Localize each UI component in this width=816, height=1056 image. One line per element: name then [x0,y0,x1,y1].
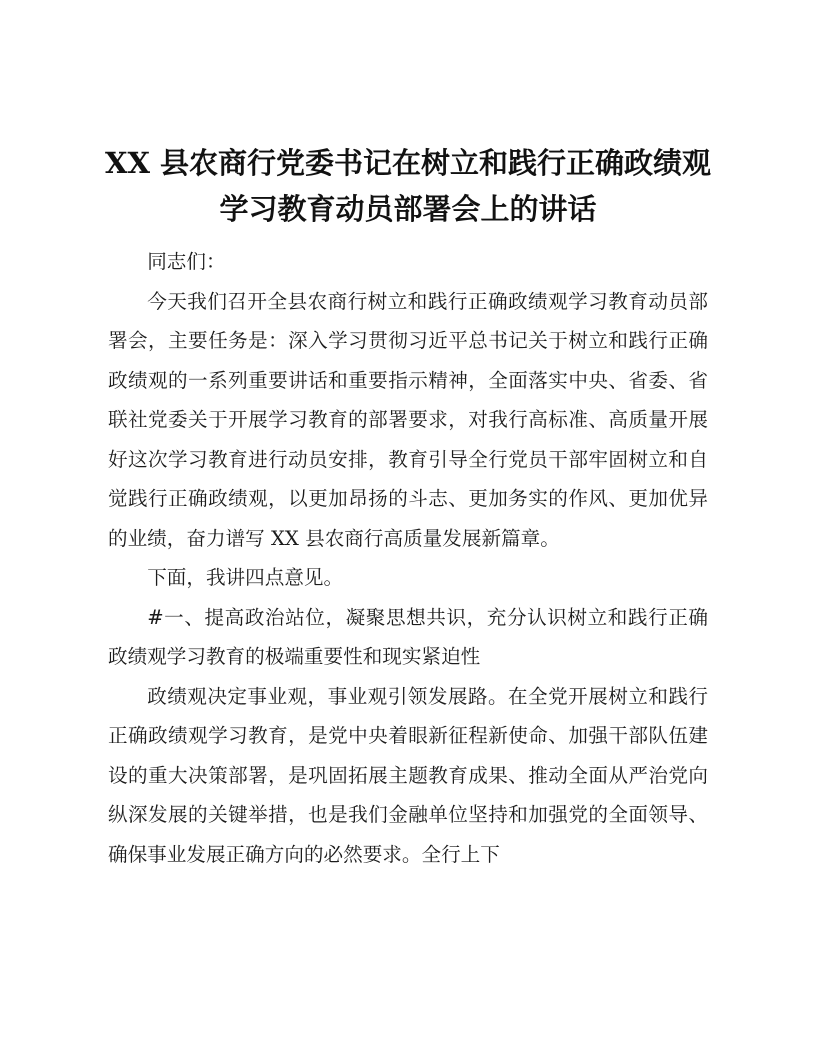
document-body [108,242,708,874]
document-title [100,140,716,232]
salutation: 同志们： [147,250,226,273]
title-line-1: XX 县农商行党委书记在树立和践行正确政绩观 [104,146,712,180]
title-line-2: 学习教育动员部署会上的讲话 [219,192,597,226]
paragraph-section-1: 政绩观决定事业观，事业观引领发展路。在全党开展树立和践行正确政绩观学习教育，是党中央着眼新征程新使命、加强干部队伍建设的重大决策部署，是巩固拓展主题教育成果、推动全面从严治党向纵深发展的关键举措，也是我们金融单位坚持和加强党的全面领导、确保事业发展正确方向的必然要求。全行上下 [108,684,708,866]
paragraph-transition: 下面，我讲四点意见。 [147,566,344,589]
section-heading-1: #一、提高政治站位，凝聚思想共识，充分认识树立和践行正确政绩观学习教育的极端重要性和现实紧迫性 [108,605,708,668]
paragraph-opening: 今天我们召开全县农商行树立和践行正确政绩观学习教育动员部署会，主要任务是：深入学习贯彻习近平总书记关于树立和践行正确政绩观的一系列重要讲话和重要指示精神，全面落实中央、省委、省联社党委关于开展学习教育的部署要求，对我行高标准、高质量开展好这次学习教育进行动员安排，教育引导全行党员干部牢固树立和自觉践行正确政绩观，以更加昂扬的斗志、更加务实的作风、更加优异的业绩，奋力谱写 XX 县农商行高质量发展新篇章。 [108,289,708,550]
